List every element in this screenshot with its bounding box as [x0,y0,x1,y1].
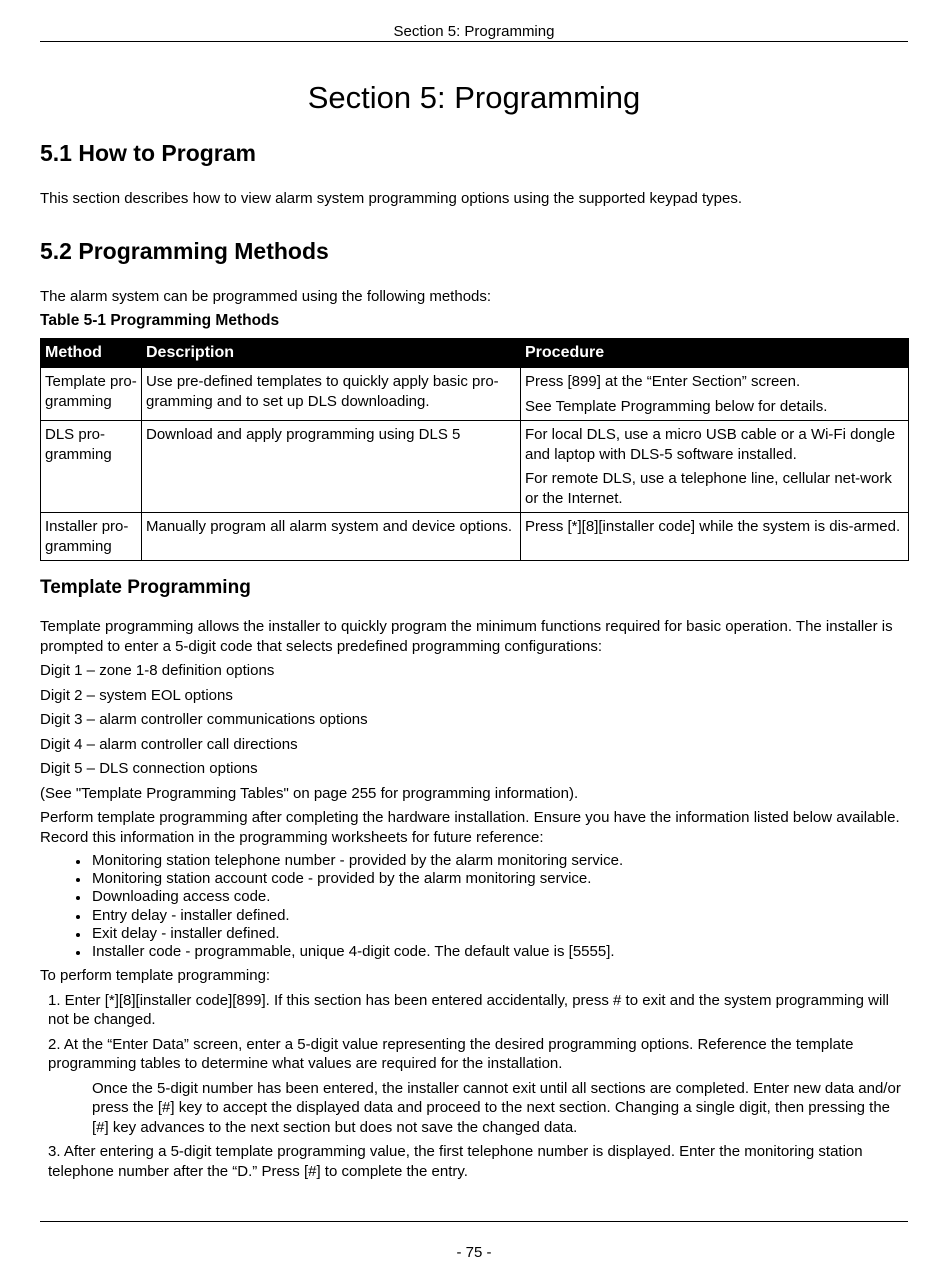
methods-intro: The alarm system can be programmed using the following methods: [40,287,492,305]
list-item: Exit delay - installer defined. [92,925,908,943]
step-3: 3. After entering a 5-digit template programming value, the first telephone number is displayed. Enter the monitoring station telephone number after the “D.” Press [#] to complete the entry. [48,1143,863,1180]
perform-instructions: Perform template programming after completing the hardware installation. Ensure you have the information listed below available. Record this information in the programming worksheets for future reference: [40,809,900,846]
step-2-note: Once the 5-digit number has been entered, the installer cannot exit until all sections are completed. Enter new data and/or press the [#] key to accept the displayed data and proceed to the next section. Changing a single digit, then pressing the [#] key advances to the next section but does not save the changed data. [92,1079,901,1136]
page-content [40,76,908,1181]
procedure-text: Press [899] at the “Enter Section” screen. [525,373,801,390]
running-header: Section 5: Programming [393,23,555,40]
method-text: Installer pro-gramming [45,518,129,555]
step-2: 2. At the “Enter Data” screen, enter a 5-digit value representing the desired programming options. Reference the template programming tables to determine what values are required for the installation. [48,1035,854,1073]
method-cell [41,368,142,421]
table-caption: Table 5-1 Programming Methods [40,312,280,329]
digit-option: Digit 3 – alarm controller communications options [40,711,368,728]
table-row [41,513,909,561]
page-number: - 75 - [456,1244,492,1261]
method-text: DLS pro-gramming [45,426,112,463]
procedure-text: For local DLS, use a micro USB cable or a Wi-Fi dongle and laptop with DLS-5 software installed. [525,426,896,463]
procedure-text: Press [*][8][installer code] while the system is dis-armed. [525,518,901,535]
method-text: Template pro-gramming [45,373,137,410]
list-item: Monitoring station account code - provided by the alarm monitoring service. [92,870,908,888]
table-row [41,421,909,513]
digit-option: Digit 2 – system EOL options [40,686,233,704]
column-header-method: Method [41,339,142,368]
description-text: Manually program all alarm system and device options. [146,518,512,535]
description-cell [142,421,521,513]
list-item: Monitoring station telephone number - provided by the alarm monitoring service. [92,852,908,870]
method-cell [41,421,142,513]
programming-methods-table [40,338,909,561]
table-header-row [41,339,909,368]
template-intro: Template programming allows the installer to quickly program the minimum functions required for basic operation. The installer is prompted to enter a 5-digit code that selects predefined programming configurations: [40,618,893,655]
heading-template-programming: Template Programming [40,577,251,598]
column-header-description: Description [142,339,521,368]
footer-rule [40,1221,908,1222]
method-cell [41,513,142,561]
see-also-reference: (See "Template Programming Tables" on page 255 for programming information). [40,784,579,802]
column-header-procedure: Procedure [521,339,909,368]
description-cell [142,513,521,561]
description-text: Download and apply programming using DLS 5 [146,426,461,443]
digit-option: Digit 1 – zone 1-8 definition options [40,662,275,679]
procedure-text: See Template Programming below for details. [525,397,828,415]
description-text: Use pre-defined templates to quickly apply basic pro-gramming and to set up DLS downloading. [146,373,499,410]
heading-5-1: 5.1 How to Program [40,140,256,166]
heading-5-2: 5.2 Programming Methods [40,237,329,264]
description-cell [142,368,521,421]
header-rule [40,41,908,42]
how-to-program-text: This section describes how to view alarm system programming options using the supported keypad types. [40,190,743,207]
digit-option: Digit 4 – alarm controller call directions [40,735,298,753]
procedure-cell [521,513,909,561]
procedure-cell [521,421,909,513]
section-title: Section 5: Programming [307,80,641,115]
steps-intro: To perform template programming: [40,967,271,985]
procedure-cell [521,368,909,421]
digit-option: Digit 5 – DLS connection options [40,760,258,777]
list-item: Downloading access code. [92,888,908,906]
table-row [41,368,909,421]
list-item: Installer code - programmable, unique 4-digit code. The default value is [5555]. [92,943,908,961]
procedure-text: For remote DLS, use a telephone line, cellular net-work or the Internet. [525,470,892,507]
list-item: Entry delay - installer defined. [92,907,908,925]
required-info-list [40,852,908,961]
step-1: 1. Enter [*][8][installer code][899]. If this section has been entered accidentally, press # to exit and the system programming will not be changed. [48,991,889,1029]
